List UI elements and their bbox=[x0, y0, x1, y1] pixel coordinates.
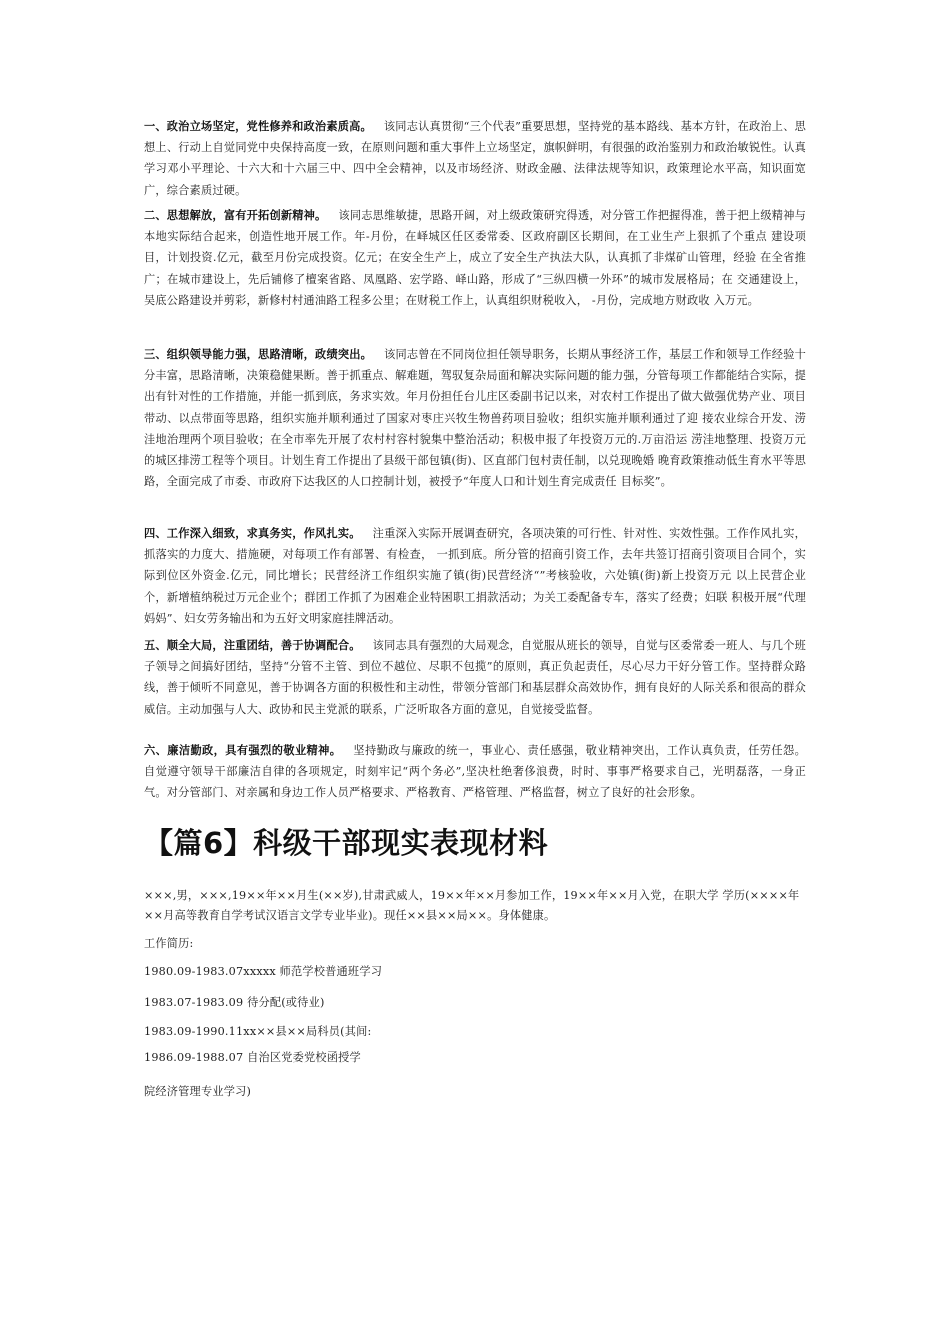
article-heading: 【篇6】科级干部现实表现材料 bbox=[144, 826, 549, 860]
section-title-5: 五、顺全大局，注重团结，善于协调配合。 bbox=[144, 638, 361, 652]
section-body-6: 坚持勤政与廉政的统一，事业心、责任感强，敬业精神突出，工作认真负责，任劳任怨。 自觉遵守领导干部廉洁自律的各项规定，时刻牢记“两个务必”,坚决杜绝奢侈浪费，时时、事事严格要求自己，光明磊落，一身正气。对分管部门、对亲属和身边工作人员严格要求、严格教育、严格管理、严格监督，树立了良好的社会形象。 bbox=[144, 744, 806, 800]
section-paragraph-3 bbox=[144, 344, 806, 492]
section-body-1: 该同志认真贯彻“三个代表”重要思想，坚持党的基本路线、基本方针，在政治上、思想上、行动上自觉同党中央保持高度一致，在原则问题和重大事件上立场坚定，旗帜鲜明，有很强的政治鉴别力和政治敏锐性。认真学习邓小平理论、十六大和十六届三中、四中全会精神，以及市场经济、财政金融、法律法规等知识，政策理论水平高，知识面宽广，综合素质过硬。 bbox=[144, 120, 806, 197]
section-title-1: 一、政治立场坚定，党性修养和政治素质高。 bbox=[144, 119, 372, 133]
section-paragraph-4 bbox=[144, 523, 806, 629]
section-paragraph-2 bbox=[144, 205, 806, 311]
resume-entry: 1986.09-1988.07 自治区党委党校函授学 bbox=[144, 1051, 361, 1064]
section-body-2: 该同志思维敏捷，思路开阔，对上级政策研究得透，对分管工作把握得准，善于把上级精神与本地实际结合起来，创造性地开展工作。年-月份，在峄城区任区委常委、区政府副区长期间，在工业生产上狠抓了个重点 建设项目，计划投资.亿元，截至月份完成投资。亿元；在安全生产上，成立了安全生产执法大队，认真抓了非煤矿山管理，经验 在全省推广；在城市建设上，先后铺修了檀案省路、凤凰路、宏学路、峄山路，形成了“三纵四横一外环”的城市发展格局；在 交通建设上，吴底公路建设并剪彩，新修村村通油路工程多公里；在财税工作上，认真组织财税收入， -月份，完成地方财政收 入万元。 bbox=[144, 209, 807, 307]
resume-entry: 1983.09-1990.11xx××县××局科员(其间: bbox=[144, 1025, 372, 1038]
profile-intro: ×××,男，×××,19××年××月生(××岁),甘肃武威人，19××年××月参加工作，19××年××月入党，在职大学 学历(××××年××月高等教育自学考试汉语言文学专业毕业)。现任××县××局××。身体健康。 bbox=[144, 889, 800, 922]
resume-entry: 院经济管理专业学习) bbox=[144, 1085, 252, 1098]
section-title-6: 六、廉洁勤政，具有强烈的敬业精神。 bbox=[144, 743, 342, 757]
section-title-4: 四、工作深入细致，求真务实，作风扎实。 bbox=[144, 526, 361, 540]
section-title-3: 三、组织领导能力强，思路清晰，政绩突出。 bbox=[144, 347, 373, 361]
resume-entry: 1983.07-1983.09 待分配(或待业) bbox=[144, 996, 325, 1009]
resume-entry: 1980.09-1983.07xxxxx 师范学校普通班学习 bbox=[144, 965, 383, 978]
section-body-3: 该同志曾在不同岗位担任领导职务，长期从事经济工作，基层工作和领导工作经验十分丰富，思路清晰，决策稳健果断。善于抓重点、解难题，驾驭复杂局面和解决实际问题的能力强，分管每项工作都能结合实际，提出有针对性的工作措施，并能一抓到底，务求实效。年月份担任台儿庄区委副书记以来，对农村工作提出了做大做强优势产业、项目带动、以点带面等思路，组织实施并顺利通过了国家对枣庄兴牧生物兽药项目验收；组织实施并顺利通过了迎 接农业综合开发、涝洼地治理两个项目验收；在全市率先开展了农村村容村貌集中整治活动；积极申报了年投资万元的.万亩沿运 涝洼地整理、投资万元的城区排涝工程等个项目。计划生育工作提出了县级干部包镇(街)、区直部门包村责任制，以兑现晚婚 晚育政策推动低生育水平等思路，全面完成了市委、市政府下达我区的人口控制计划，被授予“年度人口和计划生育完成责任 目标奖”。 bbox=[144, 348, 806, 489]
section-paragraph-1 bbox=[144, 116, 806, 201]
section-title-2: 二、思想解放，富有开拓创新精神。 bbox=[144, 208, 327, 222]
resume-label: 工作简历: bbox=[144, 937, 194, 950]
section-paragraph-5 bbox=[144, 635, 806, 720]
section-paragraph-6 bbox=[144, 740, 806, 804]
section-body-4: 注重深入实际开展调查研究，各项决策的可行性、针对性、实效性强。工作作风扎实，抓落实的力度大、措施硬，对每项工作有部署、有检查， 一抓到底。所分管的招商引资工作，去年共签订招商引资项目合同个，实际到位区外资金.亿元，同比增长；民营经济工作组织实施了镇(街)民营经济“”考核验收，六处镇(街)新上投资万元 以上民营企业个，新增植纳税过万元企业个；群团工作抓了为困难企业特困职工捐款活动；为关工委配备专车，落实了经费；妇联 积极开展“代理妈妈”、妇女劳务输出和为五好文明家庭挂牌活动。 bbox=[144, 527, 806, 625]
section-body-5: 该同志具有强烈的大局观念，自觉服从班长的领导，自觉与区委常委一班人、与几个班子领导之间搞好团结，坚持“分管不主管、到位不越位、尽职不包揽”的原则，真正负起责任，尽心尽力干好分管工作。坚持群众路线，善于倾听不同意见，善于协调各方面的积极性和主动性，带领分管部门和基层群众高效协作，拥有良好的人际关系和很高的群众威信。主动加强与人大、政协和民主党派的联系，广泛听取各方面的意见，自觉接受监督。 bbox=[144, 639, 806, 716]
